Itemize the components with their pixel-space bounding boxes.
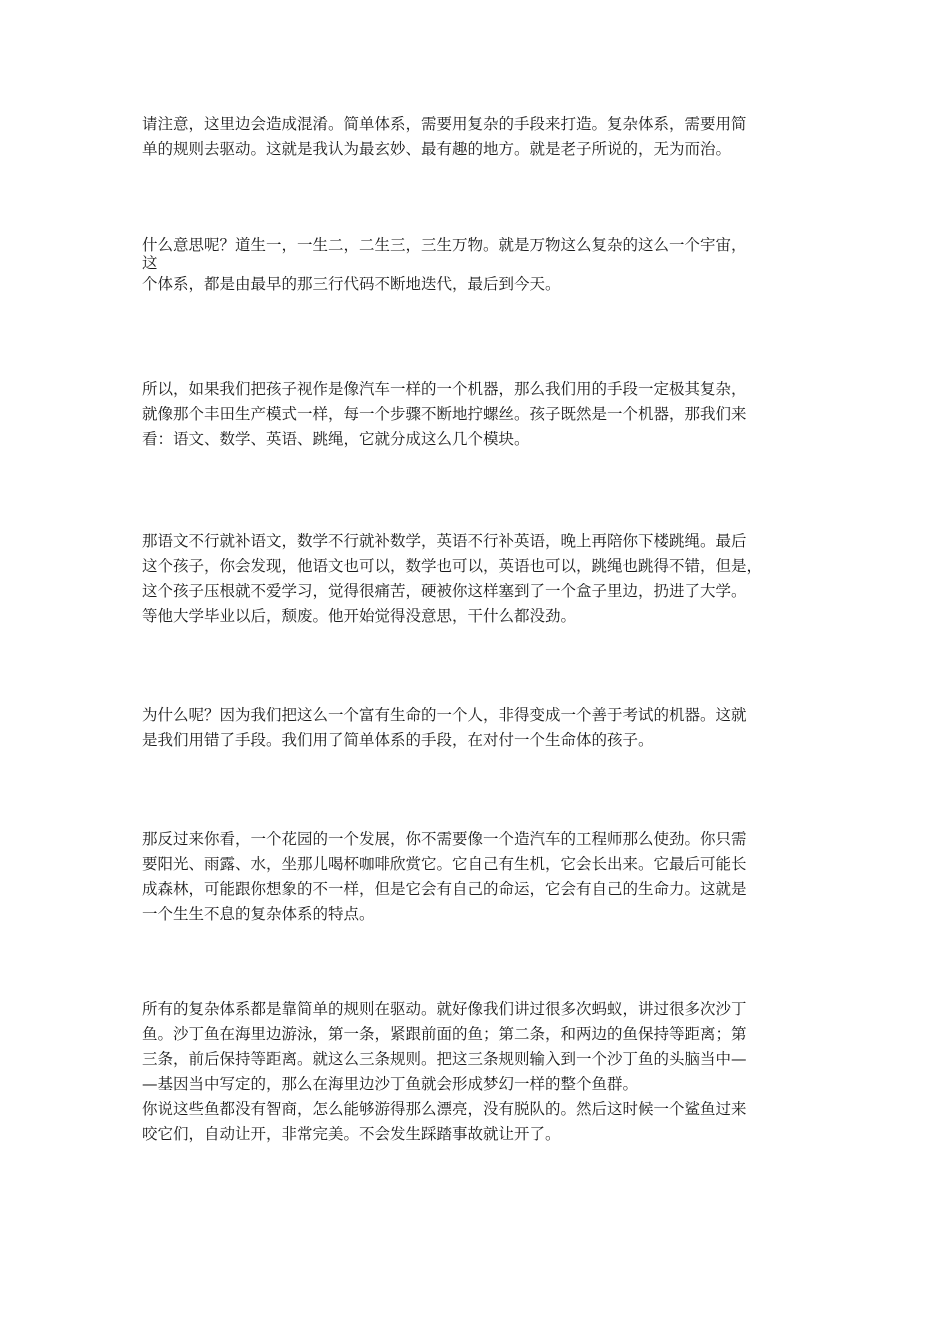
- text-line: 是我们用错了手段。我们用了简单体系的手段，在对付一个生命体的孩子。: [142, 731, 654, 749]
- text-line: 所以，如果我们把孩子视作是像汽车一样的一个机器，那么我们用的手段一定极其复杂，: [142, 380, 747, 398]
- text-line: 这个孩子，你会发现，他语文也可以，数学也可以，英语也可以，跳绳也跳得不错，但是，: [142, 557, 763, 575]
- paragraph-5: [142, 703, 812, 753]
- text-line: 为什么呢？因为我们把这么一个富有生命的一个人，非得变成一个善于考试的机器。这就: [142, 706, 747, 724]
- text-line: 三条，前后保持等距离。就这么三条规则。把这三条规则输入到一个沙丁鱼的头脑当中—: [142, 1050, 747, 1068]
- text-line: 个体系，都是由最早的那三行代码不断地迭代，最后到今天。: [142, 275, 561, 293]
- text-line: 咬它们，自动让开，非常完美。不会发生踩踏事故就让开了。: [142, 1125, 561, 1143]
- paragraph-6: [142, 827, 812, 927]
- text-line: 要阳光、雨露、水，坐那儿喝杯咖啡欣赏它。它自己有生机，它会长出来。它最后可能长: [142, 855, 747, 873]
- text-line: 一个生生不息的复杂体系的特点。: [142, 905, 375, 923]
- text-line: 鱼。沙丁鱼在海里边游泳，第一条，紧跟前面的鱼；第二条，和两边的鱼保持等距离；第: [142, 1025, 747, 1043]
- paragraph-3: [142, 377, 812, 452]
- paragraph-7: [142, 997, 812, 1147]
- text-line: 这: [142, 254, 158, 272]
- text-line: 看：语文、数学、英语、跳绳，它就分成这么几个模块。: [142, 430, 530, 448]
- text-line: —基因当中写定的，那么在海里边沙丁鱼就会形成梦幻一样的整个鱼群。: [142, 1075, 639, 1093]
- text-line: 那反过来你看，一个花园的一个发展，你不需要像一个造汽车的工程师那么使劲。你只需: [142, 830, 747, 848]
- paragraph-1: [142, 112, 812, 162]
- text-line: 成森林，可能跟你想象的不一样，但是它会有自己的命运，它会有自己的生命力。这就是: [142, 880, 747, 898]
- text-line: 你说这些鱼都没有智商，怎么能够游得那么漂亮，没有脱队的。然后这时候一个鲨鱼过来: [142, 1100, 747, 1118]
- paragraph-2: [142, 236, 812, 297]
- text-line: 所有的复杂体系都是靠简单的规则在驱动。就好像我们讲过很多次蚂蚁，讲过很多次沙丁: [142, 1000, 747, 1018]
- text-line: 那语文不行就补语文，数学不行就补数学，英语不行补英语，晚上再陪你下楼跳绳。最后: [142, 532, 747, 550]
- text-line: 请注意，这里边会造成混淆。简单体系，需要用复杂的手段来打造。复杂体系，需要用简: [142, 115, 747, 133]
- text-line: 就像那个丰田生产模式一样，每一个步骤不断地拧螺丝。孩子既然是一个机器，那我们来: [142, 405, 747, 423]
- paragraph-4: [142, 529, 812, 629]
- text-line: 什么意思呢？道生一，一生二，二生三，三生万物。就是万物这么复杂的这么一个宇宙，: [142, 236, 747, 254]
- text-line: 这个孩子压根就不爱学习，觉得很痛苦，硬被你这样塞到了一个盒子里边，扔进了大学。: [142, 582, 747, 600]
- text-line: 等他大学毕业以后，颓废。他开始觉得没意思，干什么都没劲。: [142, 607, 577, 625]
- text-line: 单的规则去驱动。这就是我认为最玄妙、最有趣的地方。就是老子所说的，无为而治。: [142, 140, 732, 158]
